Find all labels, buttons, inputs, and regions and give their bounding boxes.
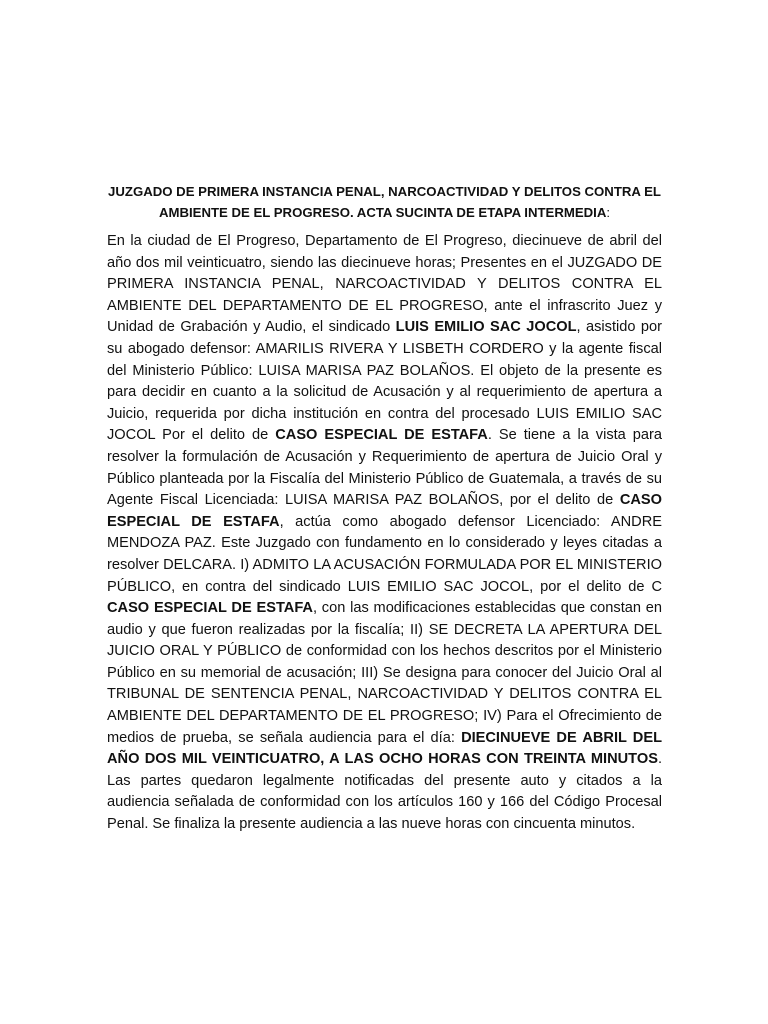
- document-title-colon: :: [606, 205, 611, 220]
- body-text: En la ciudad de El Progreso, Departamento de El Progreso, diecinueve de abril del año dos mil veinticuatro, siendo las diecinueve horas; Presentes en el JUZGADO DE PRIMERA INSTANCIA PENAL, NARCOACTIVIDAD Y DELITOS CONTRA EL AMBIENTE DEL DEPARTAMENTO DE EL PROGRESO, ante el infrascrito Juez y Unidad de Grabación y Audio, el sindicado: [107, 233, 662, 336]
- document-body-paragraph: [107, 231, 662, 836]
- document-title-text: JUZGADO DE PRIMERA INSTANCIA PENAL, NARCOACTIVIDAD Y DELITOS CONTRA EL AMBIENTE DE EL PROGRESO. ACTA SUCINTA DE ETAPA INTERMEDIA: [108, 184, 661, 220]
- body-text: . Se tiene a la vista para resolver la formulación de Acusación y Requerimiento de apertura de Juicio Oral y Público planteada por la Fiscalía del Ministerio Público de Guatemala, a través de su Agente Fiscal Licenciada: LUISA MARISA PAZ BOLAÑOS, por el delito de: [107, 427, 662, 509]
- defendant-name: LUIS EMILIO SAC JOCOL: [395, 319, 577, 336]
- document-page: [107, 181, 662, 836]
- crime-name: CASO ESPECIAL DE ESTAFA: [275, 427, 488, 444]
- body-text: , actúa como abogado defensor Licenciado: ANDRE MENDOZA PAZ. Este Juzgado con fundamento en lo considerado y leyes citadas a resolver DELCARA. I) ADMITO LA ACUSACIÓN FORMULADA POR EL MINISTERIO PÚBLICO, en contra del sindicado LUIS EMILIO SAC JOCOL, por el delito de C: [107, 513, 662, 595]
- crime-name: CASO ESPECIAL DE ESTAFA: [107, 600, 313, 617]
- document-title: [107, 181, 662, 223]
- body-text: , asistido por su abogado defensor: AMARILIS RIVERA Y LISBETH CORDERO y la agente fiscal del Ministerio Público: LUISA MARISA PAZ BOLAÑOS. El objeto de la presente es para decidir en cuanto a la solicitud de Acusación y al requerimiento de apertura a Juicio, requerida por dicha institución en contra del procesado LUIS EMILIO SAC JOCOL Por el delito de: [107, 319, 662, 444]
- hearing-date: DIECINUEVE DE ABRIL DEL AÑO DOS MIL VEINTICUATRO, A LAS OCHO HORAS CON TREINTA MINUTOS: [107, 729, 662, 768]
- body-text: , con las modificaciones establecidas que constan en audio y que fueron realizadas por la fiscalía; II) SE DECRETA LA APERTURA DEL JUICIO ORAL Y PÚBLICO de conformidad con los hechos descritos por el Ministerio Público en su memorial de acusación; III) Se designa para conocer del Juicio Oral al TRIBUNAL DE SENTENCIA PENAL, NARCOACTIVIDAD Y DELITOS CONTRA EL AMBIENTE DEL DEPARTAMENTO DE EL PROGRESO; IV) Para el Ofrecimiento de medios de prueba, se señala audiencia para el día:: [107, 600, 662, 746]
- body-text: . Las partes quedaron legalmente notificadas del presente auto y citados a la audiencia señalada de conformidad con los artículos 160 y 166 del Código Procesal Penal. Se finaliza la presente audiencia a las nueve horas con cincuenta minutos.: [107, 751, 662, 833]
- crime-name: CASO ESPECIAL DE ESTAFA: [107, 492, 662, 530]
